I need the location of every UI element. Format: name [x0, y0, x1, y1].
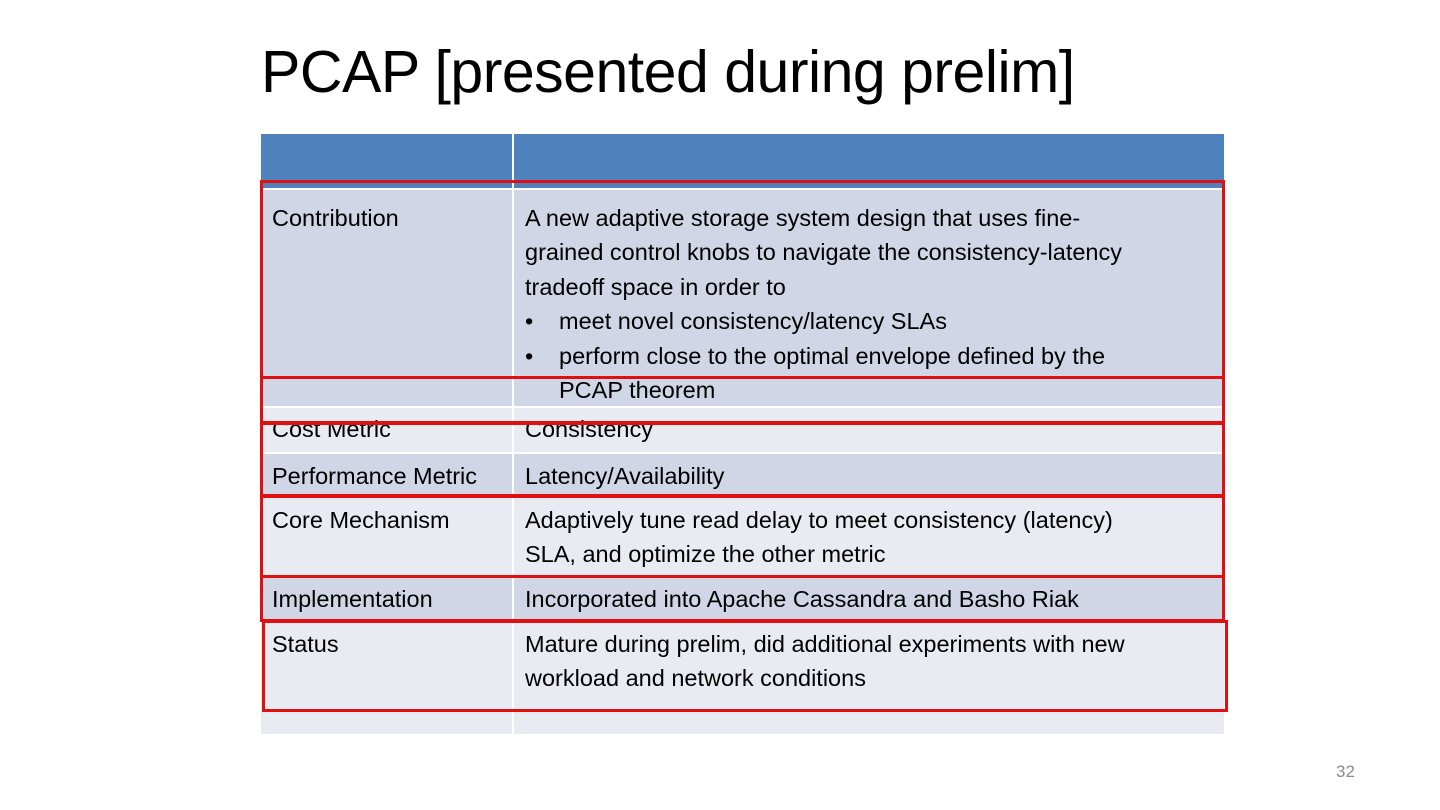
row-label: Core Mechanism: [261, 498, 512, 575]
row-label: Status: [261, 621, 512, 734]
bullet-continuation: PCAP theorem: [559, 377, 716, 404]
page-number: 32: [1336, 762, 1355, 781]
table-header-row: [261, 134, 1224, 188]
table-header-cell-1: [261, 134, 512, 188]
table-row-cost-metric: [261, 408, 1224, 452]
status-line: workload and network conditions: [525, 665, 866, 692]
row-value: Consistency: [525, 416, 653, 442]
status-line: Mature during prelim, did additional experiments with new: [525, 631, 1125, 657]
table-row-status: [261, 621, 1224, 734]
table-row-contribution: [261, 190, 1224, 406]
core-mechanism-line: SLA, and optimize the other metric: [525, 541, 886, 568]
contribution-line: tradeoff space in order to: [525, 273, 786, 300]
row-value: Incorporated into Apache Cassandra and Basho Riak: [514, 577, 1224, 619]
row-label: Implementation: [261, 577, 512, 619]
row-value-wrap: [514, 408, 1224, 452]
table-row-core-mechanism: [261, 498, 1224, 575]
table-row-implementation: [261, 577, 1224, 619]
slide-title: PCAP [presented during prelim]: [261, 39, 1075, 105]
contribution-line: grained control knobs to navigate the consistency-latency: [525, 239, 1122, 266]
contribution-line: A new adaptive storage system design that uses fine-: [525, 205, 1081, 231]
row-label: Contribution: [261, 190, 512, 406]
row-label-wrap: [261, 408, 512, 452]
core-mechanism-line: Adaptively tune read delay to meet consistency (latency): [525, 507, 1113, 533]
bullet-item: • perform close to the optimal envelope defined by the: [525, 339, 1213, 373]
row-value: Latency/Availability: [514, 454, 1224, 496]
row-value: [514, 190, 1224, 406]
table-header-cell-2: [514, 134, 1224, 188]
row-value: [514, 621, 1224, 734]
row-label: Cost Metric: [272, 416, 391, 442]
table-row-performance-metric: [261, 454, 1224, 496]
row-value: [514, 498, 1224, 575]
bullet-item: • meet novel consistency/latency SLAs: [525, 304, 1213, 338]
row-label: Performance Metric: [261, 454, 512, 496]
